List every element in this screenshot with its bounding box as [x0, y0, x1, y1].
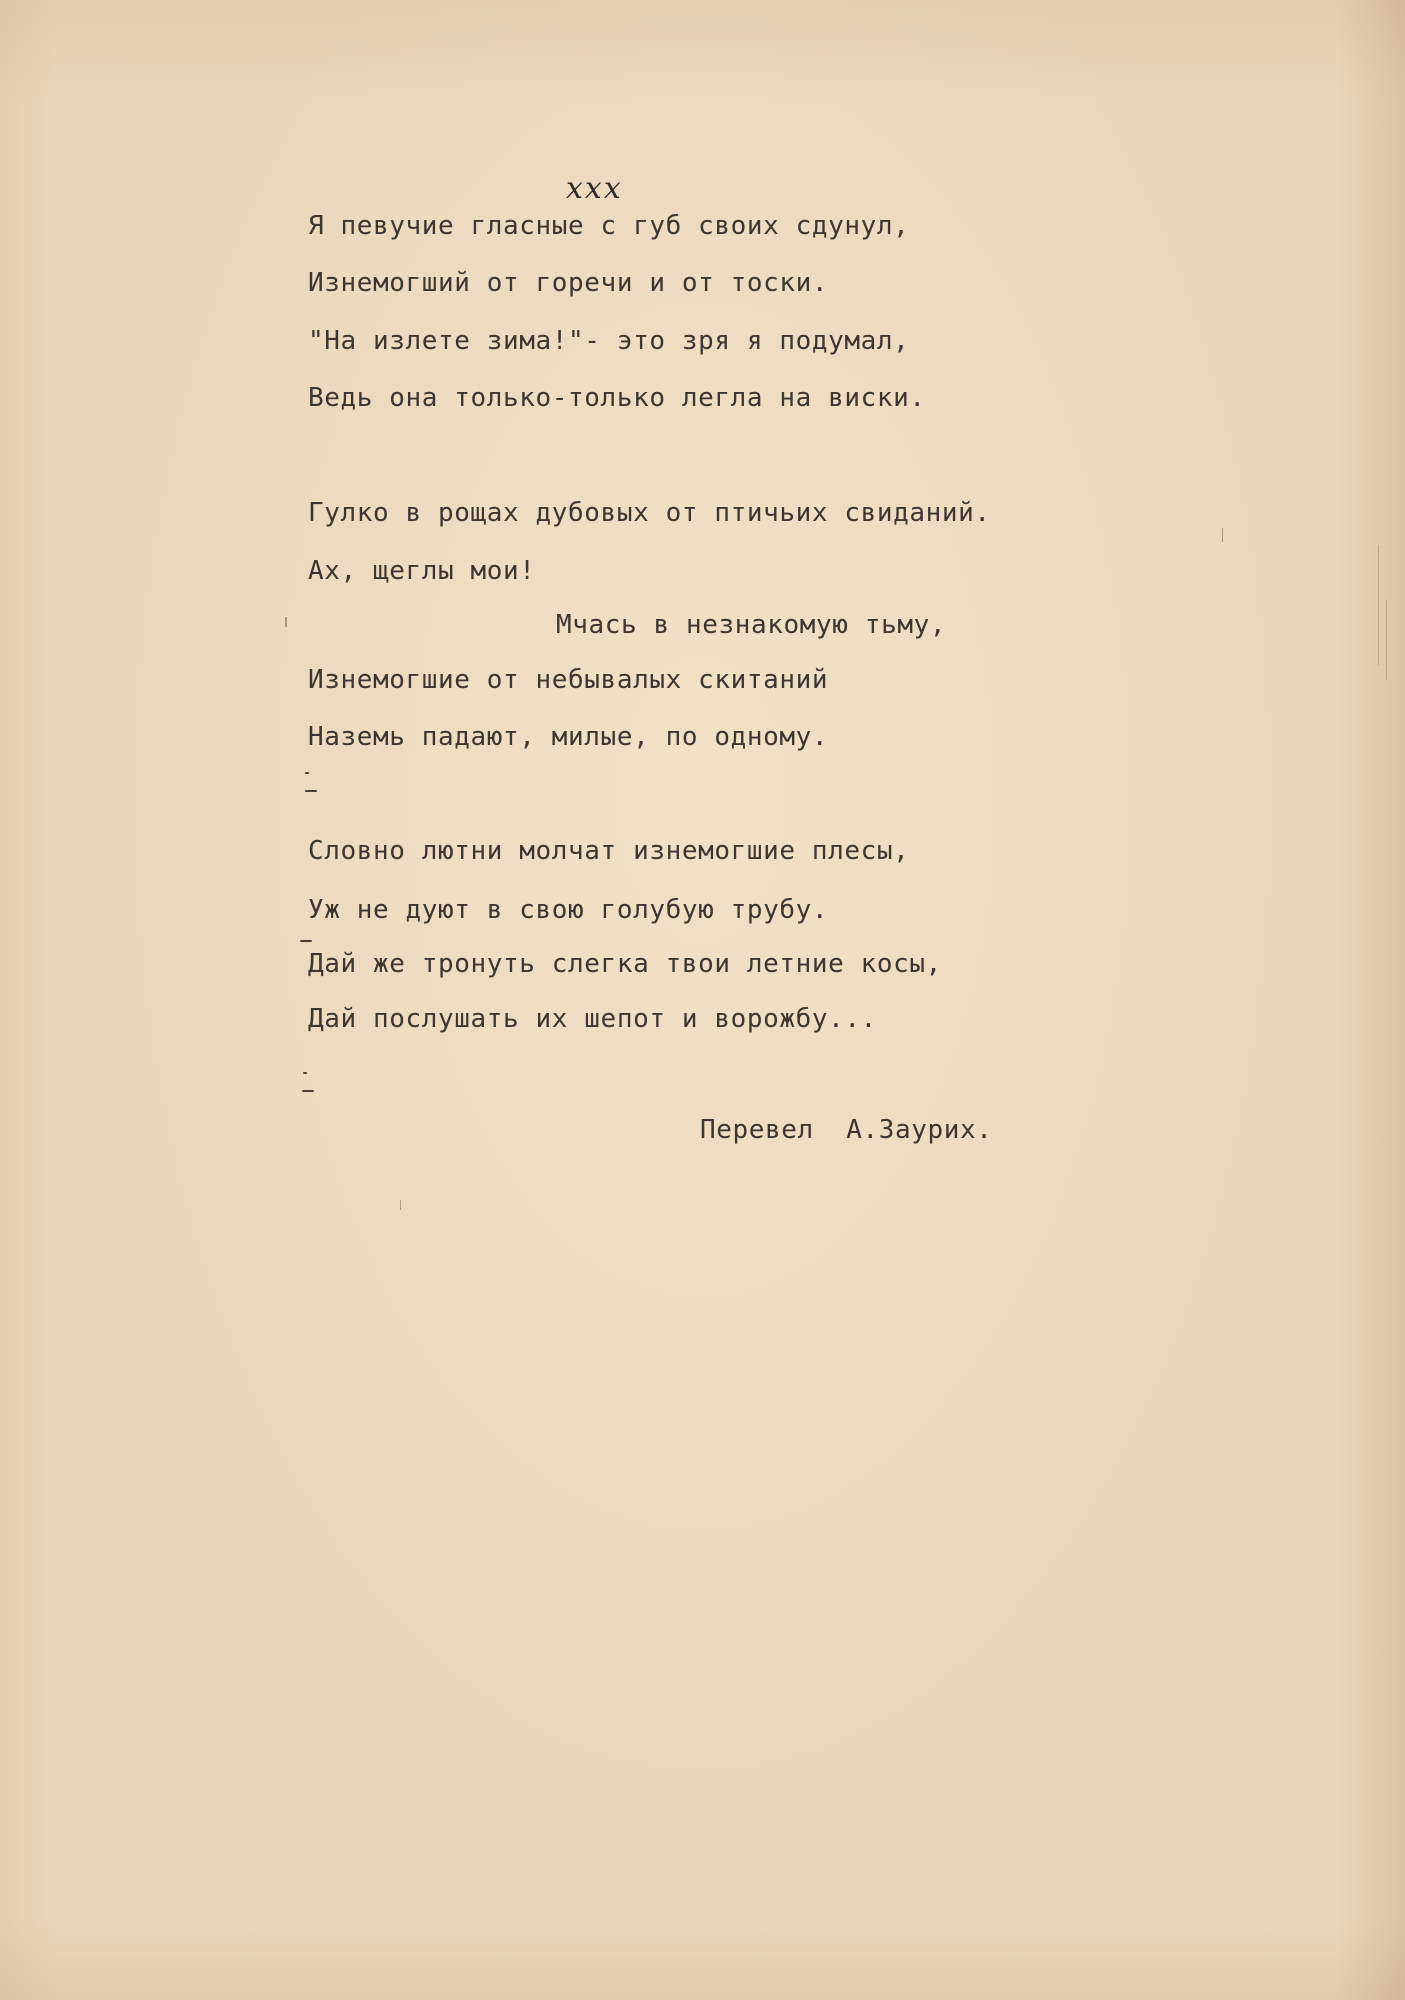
- poem-line: Словно лютни молчат изнемогшие плесы,: [308, 836, 910, 866]
- margin-mark: [303, 1072, 307, 1074]
- margin-mark: [300, 940, 312, 942]
- paper-speck: [1378, 545, 1379, 665]
- paper-speck: [1222, 528, 1223, 542]
- poem-line: Дай же тронуть слегка твои летние косы,: [308, 949, 942, 979]
- handwritten-section-mark: ххх: [566, 171, 623, 206]
- poem-line: Изнемогшие от небывалых скитаний: [308, 665, 829, 695]
- poem-line: Уж не дуют в свою голубую трубу.: [308, 895, 829, 925]
- poem-line: "На излете зима!"- это зря я подумал,: [308, 326, 910, 356]
- paper-speck: [400, 1200, 401, 1210]
- poem-line: Я певучие гласные с губ своих сдунул,: [308, 211, 910, 241]
- margin-mark: [305, 772, 309, 774]
- paper-speck: [1386, 600, 1387, 680]
- poem-line: Дай послушать их шепот и ворожбу...: [308, 1004, 877, 1034]
- poem-line: Наземь падают, милые, по одному.: [308, 722, 829, 752]
- translator-signature: Перевел А.Заурих.: [700, 1115, 993, 1145]
- poem-line: Изнемогший от горечи и от тоски.: [308, 268, 829, 298]
- poem-line: Ведь она только-только легла на виски.: [308, 383, 926, 413]
- margin-mark: [302, 1090, 314, 1092]
- poem-line: Ах, щеглы мои!: [308, 556, 536, 586]
- margin-mark: [305, 790, 317, 792]
- paper-speck: [285, 617, 287, 627]
- poem-line: Гулко в рощах дубовых от птичьих свиданий.: [308, 498, 991, 528]
- poem-line: Мчась в незнакомую тьму,: [556, 610, 947, 640]
